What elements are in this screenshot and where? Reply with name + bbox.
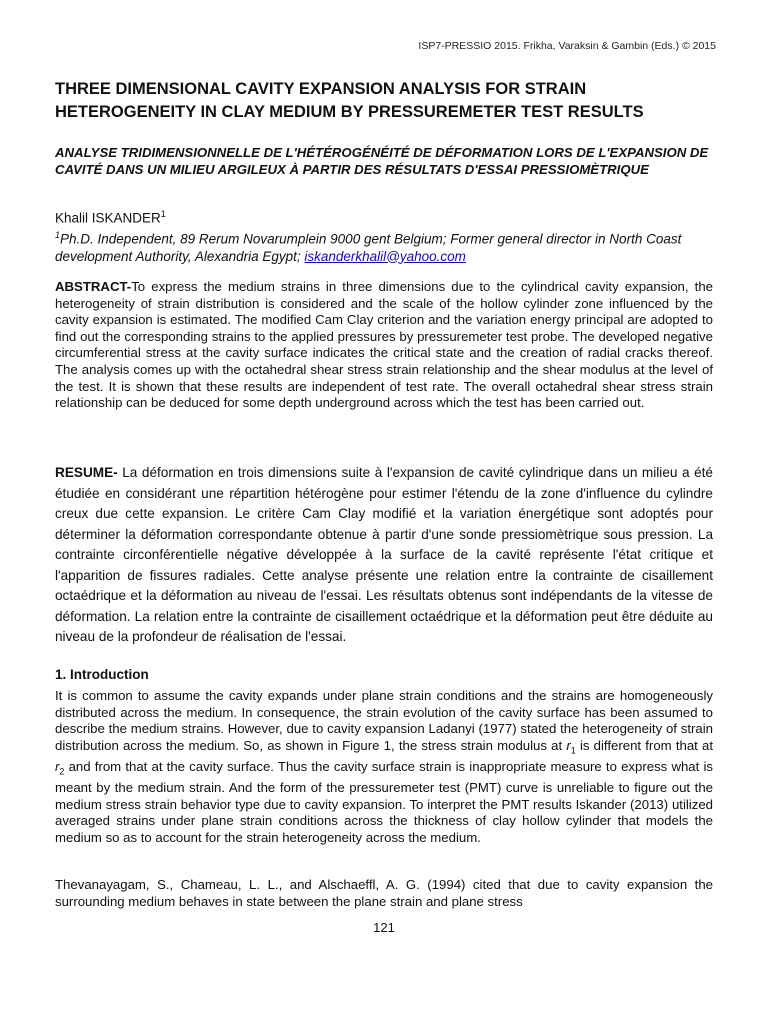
page-number: 121 (373, 920, 395, 935)
resume-label: RESUME- (55, 465, 118, 480)
affiliation-text: Ph.D. Independent, 89 Rerum Novarumplein 9000 gent Belgium; Former general director in North Coast development Authority, Alexandria Egypt; (55, 231, 682, 264)
abstract (55, 279, 713, 412)
symbol-r: r (55, 759, 60, 775)
symbol-r: r (566, 737, 571, 753)
section-heading-introduction: 1. Introduction (55, 667, 149, 682)
citation-header: ISP7-PRESSIO 2015. Frikha, Varaksin & Gambin (Eds.) © 2015 (418, 40, 716, 52)
affiliation-superscript: 1 (55, 230, 61, 240)
abstract-text: To express the medium strains in three dimensions due to the cylindrical cavity expansion, the heterogeneity of strain distribution is considered and the scale of the hollow cylinder zone influenced by the cavity expansion is estimated. The modified Cam Clay criterion and the variation energy principal are adopted to find out the corresponding strains to the applied pressures by pressuremeter test probe. The developed negative circumferential stress at the cavity surface indicates the critical state and the creation of radial cracks thereof. The analysis comes up with the octahedral shear stress strain relationship and the shear modulus at the level of the test. It is shown that these results are independent of test rate. The overall octahedral shear stress strain relationship can be deduced for some depth underground across which the test has been carried out. (55, 279, 713, 411)
subscript-2: 2 (59, 766, 65, 777)
email-link[interactable]: iskanderkhalil@yahoo.com (304, 248, 466, 264)
french-title: ANALYSE TRIDIMENSIONNELLE DE L'HÉTÉROGÉNÉITÉ DE DÉFORMATION LORS DE L'EXPANSION DE CAVITÉ DANS UN MILIEU ARGILEUX À PARTIR DES RÉSULTATS D'ESSAI PRESSIOMÈTRIQUE (55, 145, 709, 177)
subscript-1: 1 (570, 745, 576, 756)
intro-paragraph-2: Thevanayagam, S., Chameau, L. L., and Alschaeffl, A. G. (1994) cited that due to cavity expansion the surrounding medium behaves in state between the plane strain and plane stress (55, 877, 713, 909)
abstract-label: ABSTRACT- (55, 279, 132, 294)
intro-paragraph-1 (55, 688, 713, 847)
intro-text-b: is different from that at (575, 737, 714, 753)
resume (55, 463, 713, 648)
intro-text-a: It is common to assume the cavity expands under plane strain conditions and the strains are homogeneously distributed across the medium. In consequence, the strain evolution of the cavity surface has been assumed to describe the medium strains. However, due to cavity expansion Ladanyi (1977) stated the heterogeneity of strain distribution across the medium. So, as shown in Figure 1, the stress strain modulus at (55, 688, 713, 753)
intro-text-c: and from that at the cavity surface. Thus the cavity surface strain is inappropriate measure to express what is meant by the medium strain. And the form of the pressuremeter test (PMT) curve is unreliable to figure out the medium stress strain behavior type due to cavity expansion. To interpret the PMT results Iskander (2013) utilized averaged strains under plane strain conditions across the thickness of clay hollow cylinder that models the medium so as to account for the strain heterogeneity across the medium. (55, 759, 713, 846)
resume-text: La déformation en trois dimensions suite à l'expansion de cavité cylindrique dans un milieu a été étudiée en considérant une répartition hétérogène pour estimer l'étendu de la zone d'influence du cylindre creux due cette expansion. Le critère Cam Clay modifié et la variation énergétique sont adoptés pour déterminer la déformation correspondante obtenue à partir d'une sonde pressiomètrique sous pression. La contrainte circonférentielle négative développée à la surface de la cavité représente l'état critique et l'apparition de fissures radiales. Cette analyse présente une relation entre la contrainte de cisaillement octaédrique et la déformation au niveau de l'essai. Les résultats obtenus sont indépendants de la vitesse de déformation. La relation entre la contrainte de cisaillement octaédrique et la déformation peut être déduite au niveau de la profondeur de réalisation de l'essai. (55, 465, 713, 644)
author-name: Khalil ISKANDER (55, 210, 161, 226)
author-superscript: 1 (160, 209, 166, 219)
paper-title: THREE DIMENSIONAL CAVITY EXPANSION ANALYSIS FOR STRAIN HETEROGENEITY IN CLAY MEDIUM BY PRESSUREMETER TEST RESULTS (55, 80, 644, 121)
author (55, 209, 166, 226)
affiliation (55, 227, 715, 265)
